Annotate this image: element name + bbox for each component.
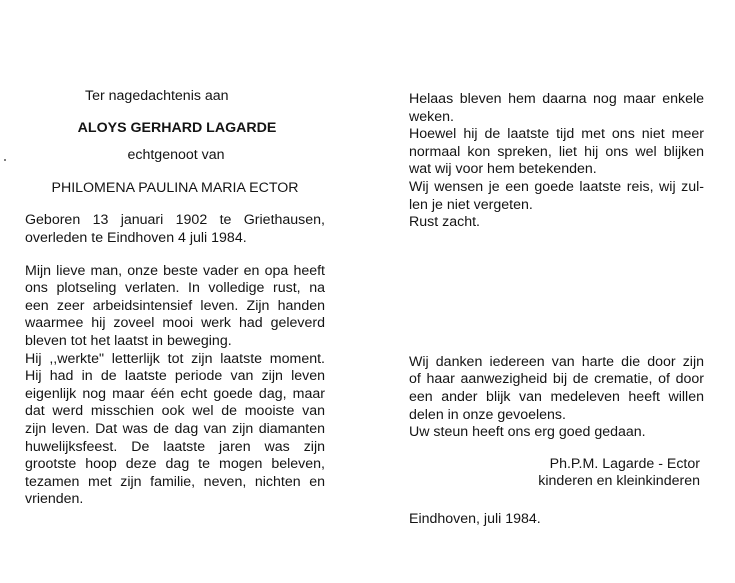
eulogy-line: grootste hoop deze dag te mogen beleven,	[25, 456, 325, 473]
signature-name: Ph.P.M. Lagarde - Ector	[549, 455, 700, 472]
thanks-paragraph	[409, 354, 704, 442]
thanks-line: Uw steun heeft ons erg goed gedaan.	[409, 424, 646, 441]
eulogy-line: Hij had in de laatste periode van zijn leven	[25, 368, 325, 385]
death-line: overleden te Eindhoven 4 juli 1984.	[25, 229, 247, 246]
farewell-paragraph	[409, 91, 704, 232]
eulogy-line: bleven tot het laatst in beweging.	[25, 332, 232, 349]
farewell-line: wat wij voor hem betekenden.	[409, 161, 597, 178]
intro-text: Ter nagedachtenis aan	[85, 88, 229, 104]
deceased-name: ALOYS GERHARD LAGARDE	[77, 119, 277, 136]
eulogy-line: tezamen met zijn familie, neven, nichten en	[25, 473, 325, 490]
eulogy-line: vrienden.	[25, 491, 84, 508]
spouse-name: PHILOMENA PAULINA MARIA ECTOR	[51, 179, 299, 196]
eulogy-line: huwelijksfeest. De laatste jaren was zijn	[25, 438, 325, 455]
signature-family: kinderen en kleinkinderen	[538, 473, 700, 490]
left-column	[25, 88, 325, 509]
eulogy-line: zijn leven. Dat was de dag van zijn diamanten	[25, 420, 325, 437]
farewell-line: Helaas bleven hem daarna nog maar enkele	[409, 91, 704, 107]
farewell-line: normaal kon spreken, liet hij ons wel blijken	[409, 143, 704, 160]
eulogy-paragraph	[25, 263, 325, 509]
thanks-line: een ander blijk van medeleven heeft willen	[409, 388, 704, 405]
thanks-line: Wij danken iedereen van harte die door zijn	[409, 353, 704, 370]
place-date: Eindhoven, juli 1984.	[409, 510, 541, 527]
farewell-line: len je niet vergeten.	[409, 196, 533, 213]
birth-line: Geboren 13 januari 1902 te Griethausen,	[25, 212, 325, 229]
farewell-line: weken.	[409, 108, 454, 125]
farewell-line: Rust zacht.	[409, 214, 480, 231]
signature-block	[409, 456, 704, 491]
relation-text: echtgenoot van	[127, 147, 225, 164]
thanks-line: delen in onze gevoelens.	[409, 406, 566, 423]
scan-speck	[4, 159, 6, 161]
eulogy-line: een zeer arbeidsintensief leven. Zijn handen	[25, 297, 325, 314]
eulogy-line: Mijn lieve man, onze beste vader en opa heeft	[25, 262, 325, 279]
eulogy-line: ons plotseling verlaten. In volledige rust, na	[25, 280, 325, 297]
farewell-line: Hoewel hij de laatste tijd met ons niet meer	[409, 126, 704, 143]
thanks-line: of haar aanwezigheid bij de crematie, of door	[409, 371, 704, 388]
eulogy-line: Hij ,,werkte" letterlijk tot zijn laatste moment.	[25, 350, 325, 367]
right-column	[409, 91, 704, 529]
farewell-line: Wij wensen je een goede laatste reis, wij zul-	[409, 178, 704, 195]
eulogy-line: dat werd misschien ook wel de mooiste van	[25, 403, 325, 420]
eulogy-line: eigenlijk nog maar één echt goede dag, maar	[25, 385, 325, 402]
eulogy-line: waarmee hij zoveel mooi werk had geleverd	[25, 315, 325, 332]
